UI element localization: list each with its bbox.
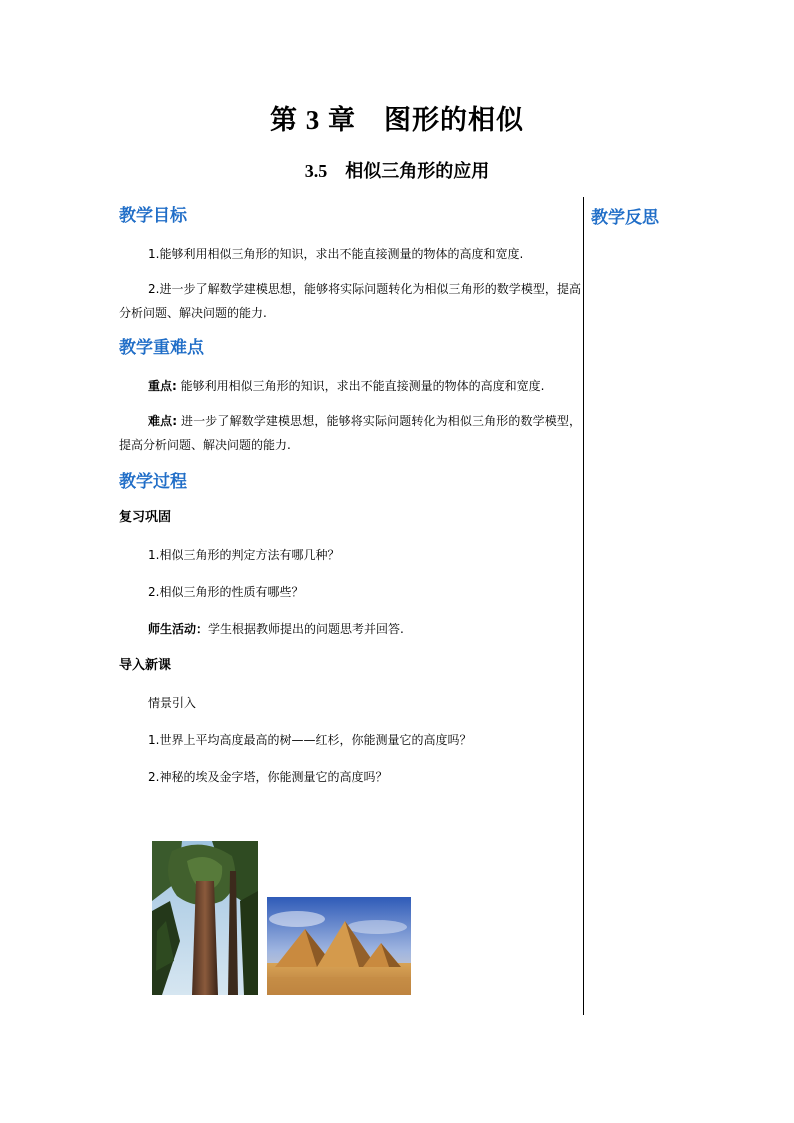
section-title	[0, 157, 794, 183]
section-number: 3.5	[304, 161, 328, 181]
key-label: 重点:	[148, 379, 177, 393]
activity-text: 学生根据教师提出的问题思考并回答.	[208, 622, 404, 636]
review-item: 2.相似三角形的性质有哪些？	[148, 585, 304, 599]
intro-item: 1.世界上平均高度最高的树——红杉，你能测量它的高度吗？	[148, 733, 472, 747]
activity-line	[119, 617, 581, 641]
pyramids-image	[267, 897, 411, 995]
key-text: 能够利用相似三角形的知识，求出不能直接测量的物体的高度和宽度.	[176, 379, 545, 393]
intro-item: 2.神秘的埃及金字塔，你能测量它的高度吗？	[148, 770, 388, 784]
objective-item: 2.进一步了解数学建模思想，能够将实际问题转化为相似三角形的数学模型，提高分析问题、解决问题的能力.	[119, 282, 581, 320]
objective-item: 1.能够利用相似三角形的知识，求出不能直接测量的物体的高度和宽度.	[148, 247, 524, 261]
column-divider	[583, 197, 584, 1015]
objectives-heading: 教学目标	[119, 206, 187, 226]
chapter-number: 第 3 章	[270, 105, 356, 135]
intro-heading: 导入新课	[119, 658, 172, 673]
difficult-text: 进一步了解数学建模思想，能够将实际问题转化为相似三角形的数学模型，提高分析问题、解决问题的能力.	[119, 414, 581, 452]
chapter-title	[0, 98, 794, 137]
main-column	[119, 204, 581, 789]
key-points-heading: 教学重难点	[119, 338, 204, 358]
process-heading: 教学过程	[119, 472, 187, 492]
redwood-tree-image	[152, 841, 258, 995]
key-point	[119, 374, 581, 398]
activity-label: 师生活动：	[148, 622, 209, 636]
reflection-heading: 教学反思	[591, 208, 659, 228]
review-item: 1.相似三角形的判定方法有哪几种？	[148, 548, 340, 562]
review-heading: 复习巩固	[119, 510, 172, 525]
chapter-name: 图形的相似	[384, 105, 524, 135]
difficult-point	[119, 409, 581, 457]
section-name: 相似三角形的应用	[345, 161, 490, 181]
difficult-label: 难点:	[148, 414, 178, 428]
scene-label: 情景引入	[148, 696, 197, 710]
